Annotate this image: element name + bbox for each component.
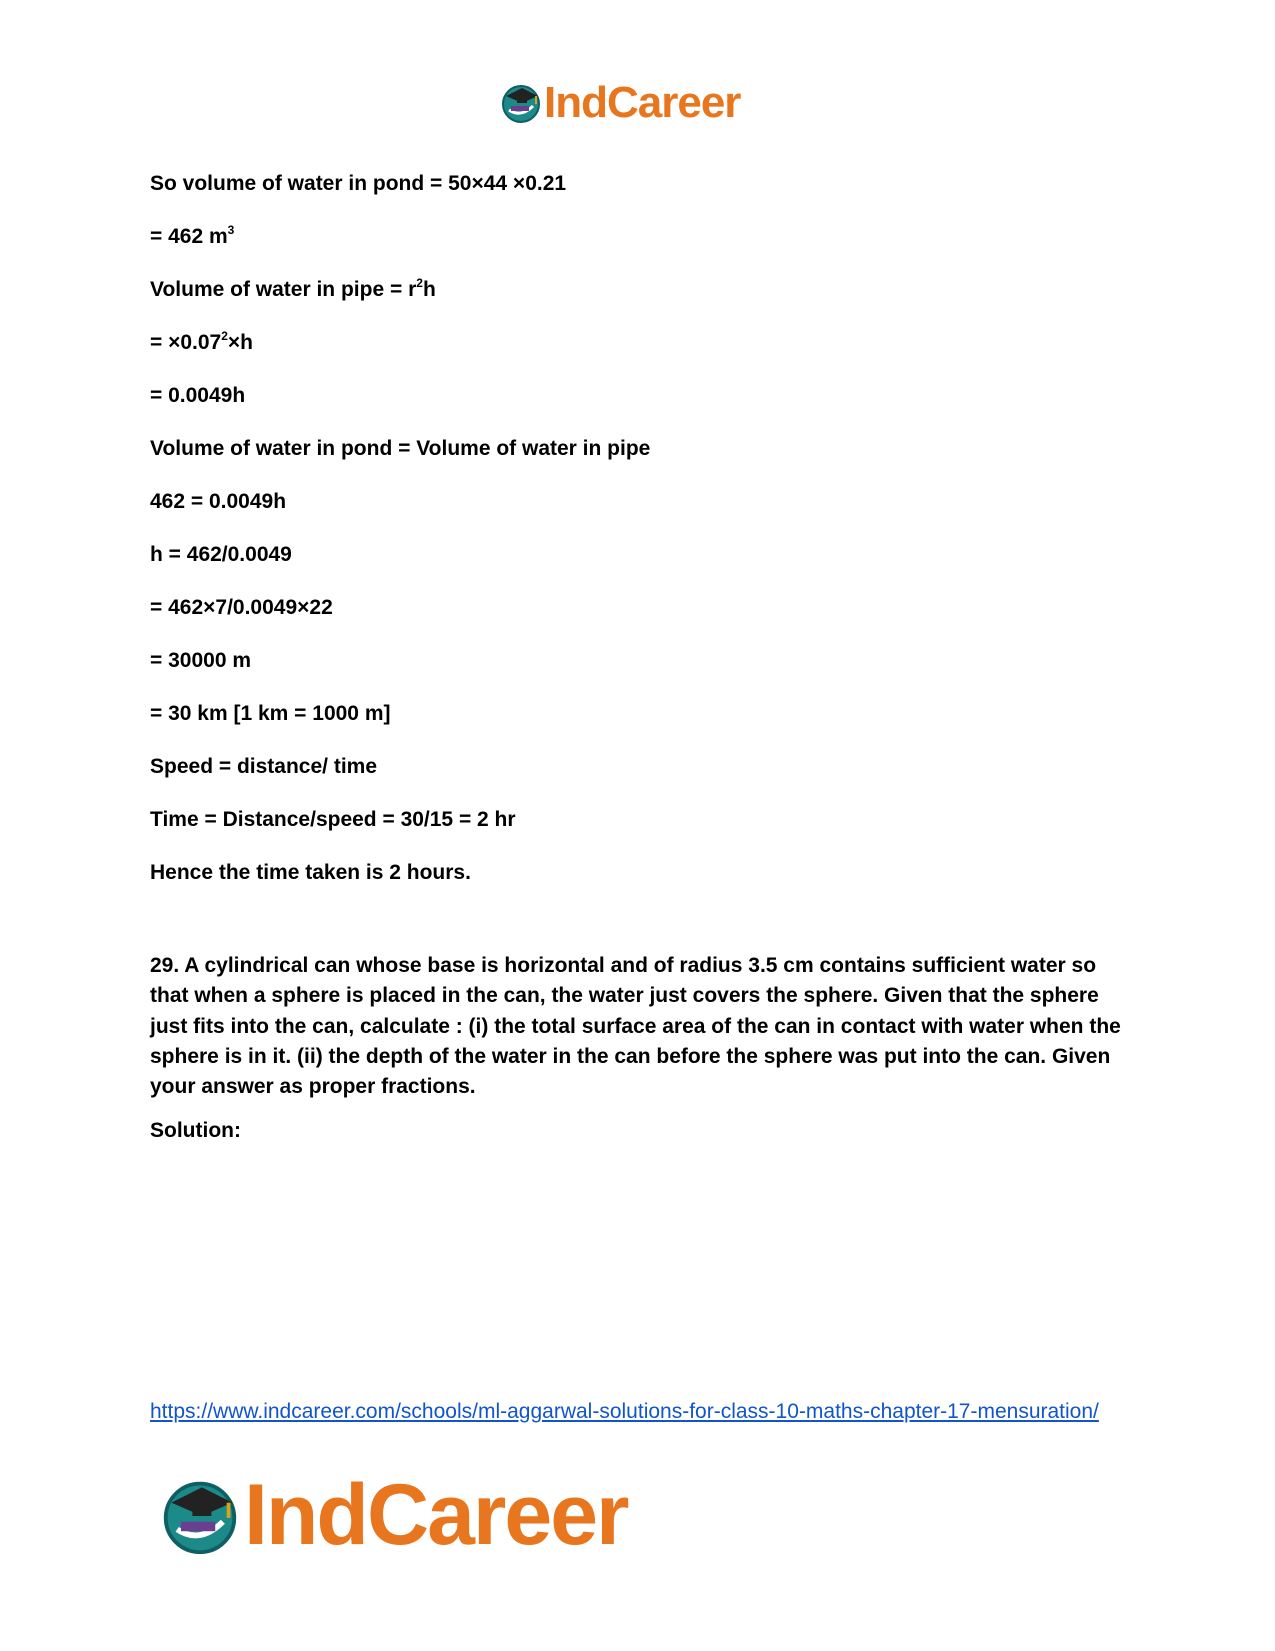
text-line: Speed = distance/ time	[150, 755, 378, 778]
solution-label: Solution:	[150, 1119, 241, 1142]
source-link[interactable]: https://www.indcareer.com/schools/ml-aggarwal-solutions-for-class-10-maths-chapter-17-mensuration/	[150, 1400, 1099, 1423]
text-line: = 0.0049h	[150, 384, 246, 407]
text-line: Volume of water in pipe = $r^2h$	[150, 276, 436, 301]
text-line: = $\times 0.07^2\times h$	[150, 329, 254, 354]
text-line: So volume of water in pond = 50×44 ×0.21	[150, 172, 567, 195]
header-logo	[500, 78, 740, 128]
text-line: = 30 km [1 km = 1000 m]	[150, 702, 391, 725]
footer-logo	[160, 1466, 628, 1565]
footer-logo-text: IndCareer	[244, 1467, 628, 1563]
text-line: = 30000 m	[150, 649, 252, 672]
text-line: Time = Distance/speed = 30/15 = 2 hr	[150, 808, 516, 831]
text-line: 462 = 0.0049h	[150, 490, 287, 513]
question-29: 29. A cylindrical can whose base is horizontal and of radius 3.5 cm contains sufficient water so that when a sphere is placed in the can, the water just covers the sphere. Given that the sphere just fits into the can, calculate : (i) the total surface area of the can in contact with water when the sphere is in it. (ii) the depth of the water in the can before the sphere was put into the can. Given your answer as proper fractions.	[150, 954, 1121, 1099]
text-line: Hence the time taken is 2 hours.	[150, 861, 471, 884]
graduation-globe-icon	[500, 82, 542, 124]
header-logo-text: IndCareer	[544, 78, 741, 127]
text-line: Volume of water in pond = Volume of water in pipe	[150, 437, 651, 460]
text-line: = 462 $m^3$	[150, 223, 235, 248]
text-line: h = 462/0.0049	[150, 543, 292, 566]
text-line: = 462×7/0.0049×22	[150, 596, 333, 619]
graduation-globe-icon	[160, 1476, 240, 1556]
